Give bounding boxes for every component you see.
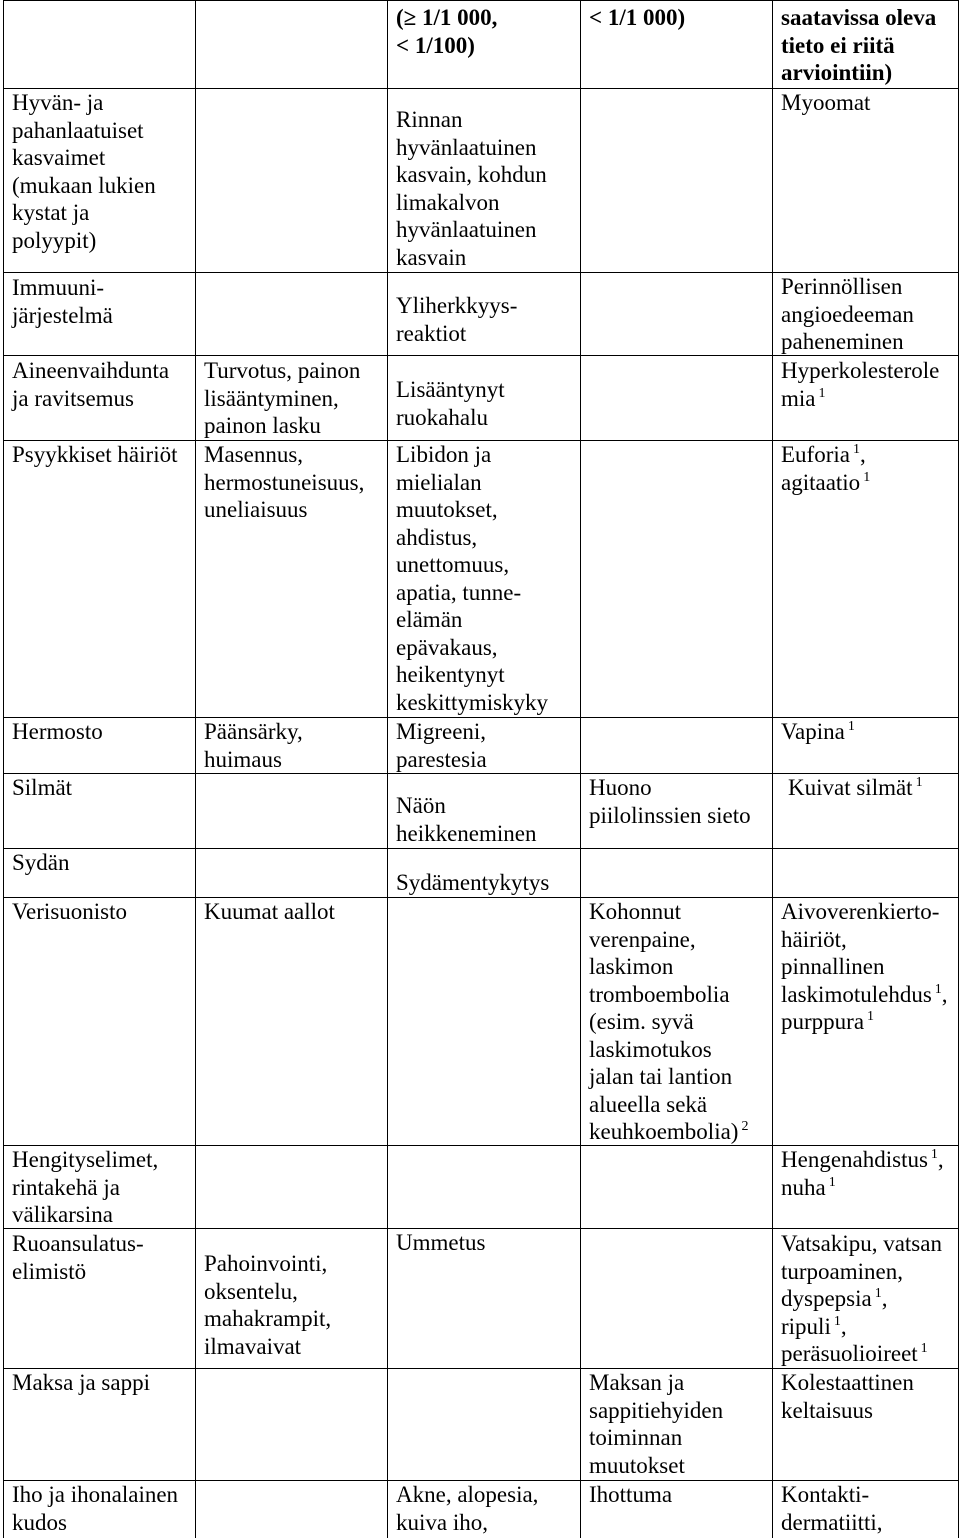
organ-class-cell [4,898,196,1146]
reaction-cell [581,1369,773,1481]
cell-line: hyvänlaatuinen [396,217,537,242]
empty-cell [773,849,959,898]
reaction-cell [388,441,581,718]
footnote-marker: 1 [863,469,871,485]
cell-line: Maksa ja sappi [12,1370,150,1395]
cell-line: Sydän [12,850,70,875]
organ-class-cell [4,774,196,849]
reaction-cell [388,356,581,441]
reaction-cell [196,718,388,774]
column-header-cell [773,1,959,89]
cell-line: elimistö [12,1258,87,1284]
organ-class-cell [4,1369,196,1481]
cell-line: Migreeni, [396,719,487,744]
cell-line: painon lasku [204,413,321,438]
line-text: keuhkoembolia) [589,1119,739,1144]
reaction-cell [196,356,388,441]
empty-cell [388,1369,581,1481]
cell-line: oksentelu, [204,1278,298,1304]
reaction-cell [773,1369,959,1481]
cell-line: Akne, alopesia, [396,1482,539,1507]
cell-line: Maksan ja [589,1370,685,1395]
footnote-marker: 1 [930,1147,938,1162]
adverse-reactions-table [3,0,959,1538]
reaction-cell [773,1229,959,1369]
cell-line: laskimotukos [589,1036,712,1062]
cell-line: turpoaminen, [781,1258,903,1284]
cell-line: pahanlaatuiset [12,117,144,143]
organ-class-cell [4,718,196,774]
cell-line: Hengityselimet, [12,1147,159,1172]
reaction-cell [196,441,388,718]
cell-line [788,774,958,802]
line-text: peräsuolioireet [781,1341,918,1366]
empty-cell [581,356,773,441]
cell-line: ilmavaivat [204,1333,302,1359]
cell-line: Immuuni- [12,275,104,300]
cell-line: hermostuneisuus, [204,469,365,495]
cell-line: huimaus [204,746,282,772]
organ-class-cell [4,849,196,898]
cell-line: sappitiehyiden [589,1397,724,1423]
empty-cell [196,89,388,273]
cell-line: Sydämentykytys [396,870,550,895]
empty-cell [388,1146,581,1229]
cell-line: keskittymiskyky [396,689,549,715]
reaction-cell [773,356,959,441]
cell-line [781,441,958,469]
cell-line: epävakaus, [396,634,498,660]
cell-line: Ruoansulatus- [12,1231,144,1256]
cell-line: reaktiot [396,320,467,346]
cell-line: paheneminen [781,329,904,354]
cell-line: apatia, tunne- [396,579,522,605]
cell-line: tromboembolia [589,981,730,1007]
cell-line: Hermosto [12,719,103,744]
line-text: Hengenahdistus [781,1147,928,1172]
empty-cell [196,1481,388,1538]
cell-line: piilolinssien sieto [589,802,751,828]
cell-line: Lisääntynyt [396,377,505,402]
cell-line: ahdistus, [396,524,478,550]
reaction-cell [773,1146,959,1229]
footnote-marker: 1 [874,1286,882,1301]
cell-line: polyypit) [12,227,97,253]
column-header-cell [196,1,388,89]
cell-line: ja ravitsemus [12,385,134,411]
cell-line [781,718,958,746]
cell-line: Pahoinvointi, [204,1251,328,1276]
footnote-marker: 1 [920,1341,928,1356]
cell-line: keltaisuus [781,1397,873,1423]
cell-line: Kuumat aallot [204,899,335,924]
organ-class-cell [4,1146,196,1229]
line-suffix: , [881,1286,888,1311]
cell-line: kasvaimet [12,145,106,170]
cell-line: Kohonnut [589,899,681,924]
cell-line [781,1146,958,1174]
empty-cell [196,1369,388,1481]
organ-class-cell [4,441,196,718]
cell-line: (mukaan lukien [12,172,156,198]
column-header-cell [4,1,196,89]
footnote-marker: 1 [847,719,855,734]
cell-line: Kolestaattinen [781,1370,914,1395]
cell-line: järjestelmä [12,302,113,328]
empty-cell [196,273,388,356]
reaction-cell [196,1229,388,1369]
reaction-cell [388,849,581,898]
empty-cell [388,898,581,1146]
cell-line [781,385,958,413]
line-suffix: , [840,1313,847,1339]
line-suffix: , [859,442,866,467]
empty-cell [196,849,388,898]
cell-line: heikentynyt [396,662,505,687]
empty-cell [196,1146,388,1229]
cell-line: jalan tai lantion [589,1064,733,1089]
line-suffix: , [941,981,948,1007]
cell-line: (esim. syvä [589,1009,694,1034]
cell-line [781,1008,958,1036]
organ-class-cell [4,1481,196,1538]
reaction-cell [773,441,959,718]
cell-line: alueella sekä [589,1091,708,1117]
cell-line [589,1118,772,1146]
cell-line: limakalvon [396,189,500,215]
line-suffix: , [937,1147,944,1172]
cell-line: Masennus, [204,442,304,467]
reaction-cell [388,273,581,356]
reaction-cell [773,718,959,774]
cell-line: Aivoverenkierto- [781,899,940,924]
cell-line: kuiva iho, [396,1509,488,1535]
cell-line [781,1174,958,1202]
footnote-marker: 1 [818,385,826,401]
cell-line: Ummetus [396,1230,486,1255]
cell-line: unettomuus, [396,552,510,577]
footnote-marker: 1 [915,775,923,790]
cell-line: (≥ 1/1 000, [396,5,498,30]
reaction-cell [581,898,773,1146]
cell-line: parestesia [396,746,487,772]
reaction-cell [581,774,773,849]
cell-line: kystat ja [12,200,90,225]
line-text: mia [781,385,816,411]
cell-line: verenpaine, [589,926,696,952]
cell-line: Kontakti- [781,1482,870,1507]
empty-cell [581,89,773,273]
empty-cell [196,774,388,849]
reaction-cell [773,1481,959,1538]
cell-line: välikarsina [12,1202,113,1227]
reaction-cell [388,89,581,273]
reaction-cell [773,273,959,356]
cell-line: häiriöt, [781,926,847,952]
empty-cell [581,1146,773,1229]
cell-line: muutokset, [396,497,498,522]
cell-line: kasvain, kohdun [396,162,547,187]
empty-cell [581,441,773,718]
cell-line: Rinnan [396,107,463,132]
cell-line: tieto ei riitä [781,32,895,58]
cell-line: lisääntyminen, [204,385,339,411]
cell-line: toiminnan [589,1425,683,1450]
cell-line: Ihottuma [589,1482,673,1507]
reaction-cell [388,774,581,849]
cell-line: Näön [396,793,446,818]
cell-line: Päänsärky, [204,719,303,744]
cell-line: arviointiin) [781,60,893,85]
cell-line [781,1340,958,1368]
reaction-cell [581,1481,773,1538]
cell-line: Silmät [12,775,73,800]
cell-line: Perinnöllisen [781,274,903,299]
cell-line: saatavissa oleva [781,5,937,30]
empty-cell [581,718,773,774]
cell-line [781,469,958,497]
empty-cell [581,1229,773,1369]
cell-line: Yliherkkyys- [396,293,518,318]
cell-line: Aineenvaihdunta [12,358,170,383]
cell-line: elämän [396,607,463,632]
cell-line: dermatiitti, [781,1509,883,1535]
footnote-marker: 1 [867,1009,875,1024]
reaction-cell [388,1229,581,1369]
cell-line: ruokahalu [396,404,488,430]
cell-line: mielialan [396,469,482,495]
reaction-cell [196,898,388,1146]
cell-line: kasvain [396,244,467,270]
footnote-marker: 1 [852,442,860,457]
organ-class-cell [4,1229,196,1369]
cell-line: Turvotus, painon [204,358,361,383]
reaction-cell [773,89,959,273]
cell-line: Verisuonisto [12,899,127,924]
footnote-marker: 1 [934,981,942,997]
reaction-cell [388,1481,581,1538]
reaction-cell [773,898,959,1146]
cell-line: Huono [589,775,652,800]
line-text: Euforia [781,442,850,467]
cell-line: Psyykkiset häiriöt [12,442,178,467]
cell-line: < 1/1 000) [589,5,686,30]
cell-line: angioedeeman [781,301,914,327]
line-text: ripuli [781,1313,831,1339]
footnote-marker: 1 [833,1313,841,1329]
footnote-marker: 1 [828,1174,836,1190]
column-header-cell [388,1,581,89]
column-header-cell [581,1,773,89]
line-text: purppura [781,1009,865,1034]
line-text: agitaatio [781,469,861,495]
cell-line: Vatsakipu, vatsan [781,1231,942,1256]
cell-line: muutokset [589,1452,685,1478]
cell-line: pinnallinen [781,954,885,979]
organ-class-cell [4,356,196,441]
line-text: nuha [781,1174,826,1200]
cell-line: heikkeneminen [396,820,537,846]
cell-line: kudos [12,1509,67,1535]
line-text: Vapina [781,719,845,744]
cell-line: Hyperkolesterole [781,358,940,383]
line-text: dyspepsia [781,1286,872,1311]
line-text: laskimotulehdus [781,981,932,1007]
cell-line: Libidon ja [396,442,492,467]
cell-line: rintakehä ja [12,1174,120,1200]
empty-cell [581,273,773,356]
cell-line: hyvänlaatuinen [396,134,537,160]
reaction-cell [773,774,959,849]
line-text: Kuivat silmät [788,775,913,800]
cell-line: Iho ja ihonalainen [12,1482,179,1507]
organ-class-cell [4,89,196,273]
cell-line [781,1313,958,1341]
cell-line [781,981,958,1009]
organ-class-cell [4,273,196,356]
cell-line: Hyvän- ja [12,90,104,115]
cell-line: < 1/100) [396,32,475,58]
cell-line [781,1285,958,1313]
empty-cell [581,849,773,898]
reaction-cell [388,718,581,774]
footnote-marker: 2 [741,1119,749,1134]
cell-line: uneliaisuus [204,497,308,522]
cell-line: Myoomat [781,90,871,115]
cell-line: laskimon [589,954,674,979]
cell-line: mahakrampit, [204,1306,332,1331]
